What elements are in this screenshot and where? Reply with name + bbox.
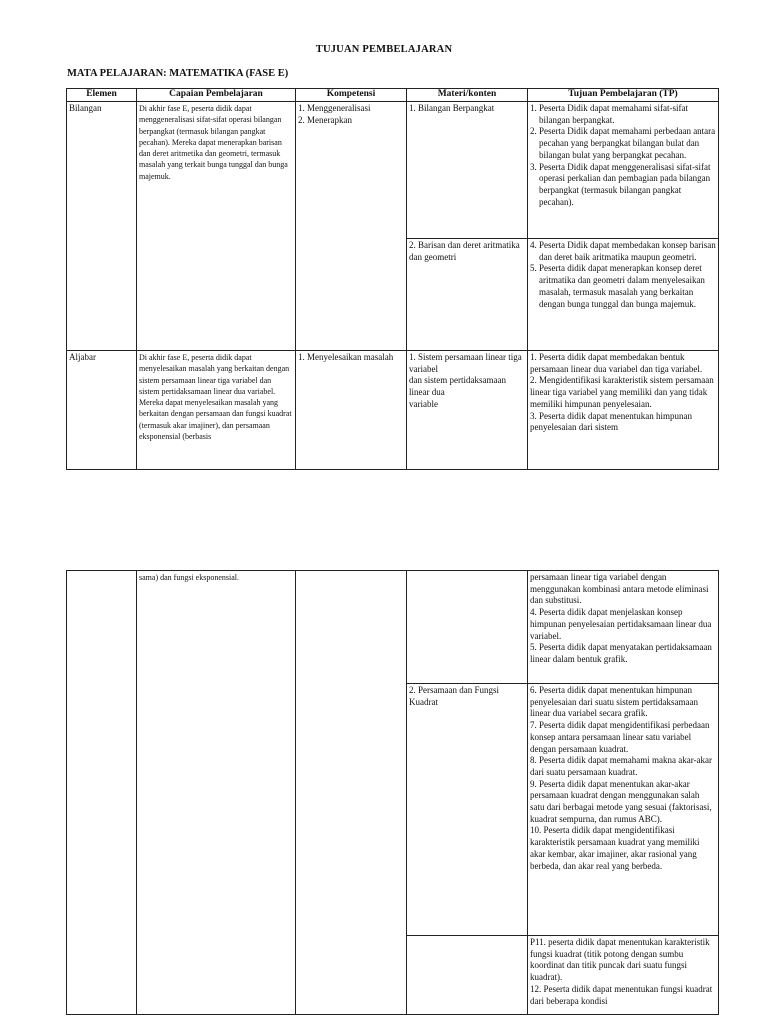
tp-item: 1. Peserta Didik dapat memahami sifat-sifat bilangan berpangkat. xyxy=(530,103,688,125)
header-capaian: Capaian Pembelajaran xyxy=(137,89,296,102)
kompetensi-cell xyxy=(296,351,407,470)
elemen-cell: Aljabar xyxy=(67,351,137,470)
materi-cell xyxy=(407,571,528,684)
materi-cell: 2. Persamaan dan Fungsi Kuadrat xyxy=(407,684,528,936)
header-materi: Materi/konten xyxy=(407,89,528,102)
table-row xyxy=(67,102,719,239)
tp-item: 5. Peserta didik dapat menerapkan konsep deret aritmatika dan geometri dalam menyelesaikan masalah, termasuk masalah yang berkaitan dengan bunga tunggal dan bunga majemuk. xyxy=(530,263,705,309)
table-header-row xyxy=(67,89,719,102)
tp-list xyxy=(530,937,716,1013)
subject-heading: MATA PELAJARAN: MATEMATIKA (FASE E) xyxy=(67,68,289,79)
tp-item: 3. Peserta didik dapat menentukan himpunan penyelesaian dari sistem xyxy=(530,410,692,433)
table-row xyxy=(67,351,719,470)
elemen-cell: Bilangan xyxy=(67,102,137,351)
capaian-cell: sama) dan fungsi eksponensial. xyxy=(137,571,296,1015)
objectives-table-page1 xyxy=(66,88,719,470)
tp-item: 1. Peserta didik dapat membedakan bentuk persamaan linear dua variabel dan tiga variabel. xyxy=(530,352,703,374)
capaian-cell: Di akhir fase E, peserta didik dapat menggeneralisasi sifat-sifat operasi bilangan berpangkat (termasuk bilangan pangkat pecahan). Mereka dapat menerapkan barisan dan deret aritmetika dan geometri, termasuk masalah yang terkait bunga tunggal dan bunga majemuk. xyxy=(137,102,296,351)
tp-item: 9. Peserta didik dapat menentukan akar-akar persamaan kuadrat dengan menggunakan salah satu dari berbagai metode yang sesuai (faktorisasi, kuadrat sempurna, dan rumus ABC). xyxy=(530,778,712,824)
tp-cell xyxy=(528,571,719,684)
header-tp: Tujuan Pembelajaran (TP) xyxy=(528,89,719,102)
tp-cell xyxy=(528,239,719,351)
tp-item: 4. Peserta Didik dapat membedakan konsep barisan dan deret baik aritmatika maupun geometri. xyxy=(530,240,716,262)
page-title: TUJUAN PEMBELAJARAN xyxy=(315,44,453,55)
materi-cell: 2. Barisan dan deret aritmatika dan geometri xyxy=(407,239,528,351)
kompetensi-item: 1. Menggeneralisasi xyxy=(298,103,371,113)
table-row xyxy=(67,571,719,684)
tp-cell xyxy=(528,351,719,470)
materi-cell: 1. Bilangan Berpangkat xyxy=(407,102,528,239)
tp-item: 8. Peserta didik dapat memahami makna akar-akar dari suatu persamaan kuadrat. xyxy=(530,755,712,777)
tp-item: 2. Mengidentifikasi karakteristik sistem persamaan linear tiga variabel yang memiliki dan yang tidak memiliki himpunan penyelesaian. xyxy=(530,375,714,409)
tp-item: 3. Peserta Didik dapat menggeneralisasi sifat-sifat operasi perkalian dan pembagian pada bilangan berpangkat (termasuk bilangan pangkat pecahan). xyxy=(530,161,711,207)
materi-line: variable xyxy=(409,398,438,409)
materi-line: dan sistem pertidaksamaan linear dua xyxy=(409,375,506,398)
capaian-text: Di akhir fase E, peserta didik dapat menyelesaikan masalah yang berkaitan dengan sistem persamaan linear tiga variabel dan sistem pertidaksamaan linear dua variabel. Mereka dapat menyelesaikan masalah yang berkaitan dengan persamaan dan fungsi kuadrat (termasuk akar imajiner), dan persamaan eksponensial (berbasis xyxy=(139,353,292,442)
tp-item: P11. peserta didik dapat menentukan karakteristik fungsi kuadrat (titik potong dengan sumbu koordinat dan titik puncak dari suatu fungsi kuadrat). xyxy=(530,937,710,983)
tp-cell xyxy=(528,936,719,1015)
tp-item: 12. Peserta didik dapat menentukan fungsi kuadrat dari beberapa kondisi xyxy=(530,983,713,1006)
tp-item: 6. Peserta didik dapat menentukan himpunan penyelesaian dari suatu sistem pertidaksamaan linear dua variabel secara grafik. xyxy=(530,685,698,719)
kompetensi-cell xyxy=(296,571,407,1015)
tp-cell xyxy=(528,102,719,239)
header-kompetensi: Kompetensi xyxy=(296,89,407,102)
kompetensi-item: 1. Menyelesaikan masalah xyxy=(298,352,394,362)
tp-item: 7. Peserta didik dapat mengidentifikasi perbedaan konsep antara persamaan linear satu variabel dengan persamaan kuadrat. xyxy=(530,720,710,754)
materi-cell xyxy=(407,351,528,470)
materi-line: 1. Sistem persamaan linear tiga variabel xyxy=(409,352,522,374)
kompetensi-item: 2. Menerapkan xyxy=(298,114,352,125)
objectives-table-page2 xyxy=(66,570,719,1015)
tp-cell xyxy=(528,684,719,936)
capaian-cell xyxy=(137,351,296,470)
tp-item: 10. Peserta didik dapat mengidentifikasi karakteristik persamaan kuadrat yang memiliki akar kembar, akar imajiner, akar rasional yang berbeda, dan akar real yang berbeda. xyxy=(530,825,700,871)
tp-item: persamaan linear tiga variabel dengan menggunakan kombinasi antara metode eliminasi dan substitusi. xyxy=(530,572,709,606)
tp-item: 2. Peserta Didik dapat memahami perbedaan antara pecahan yang berpangkat bilangan bulat dan bilangan bulat yang berpangkat pecahan. xyxy=(530,126,716,160)
tp-list xyxy=(530,352,716,468)
header-elemen: Elemen xyxy=(67,89,137,102)
kompetensi-cell xyxy=(296,102,407,351)
materi-cell xyxy=(407,936,528,1015)
elemen-cell xyxy=(67,571,137,1015)
tp-item: 5. Peserta didik dapat menyatakan pertidaksamaan linear dalam bentuk grafik. xyxy=(530,642,712,664)
tp-item: 4. Peserta didik dapat menjelaskan konsep himpunan penyelesaian pertidaksamaan linear dua variabel. xyxy=(530,607,712,641)
